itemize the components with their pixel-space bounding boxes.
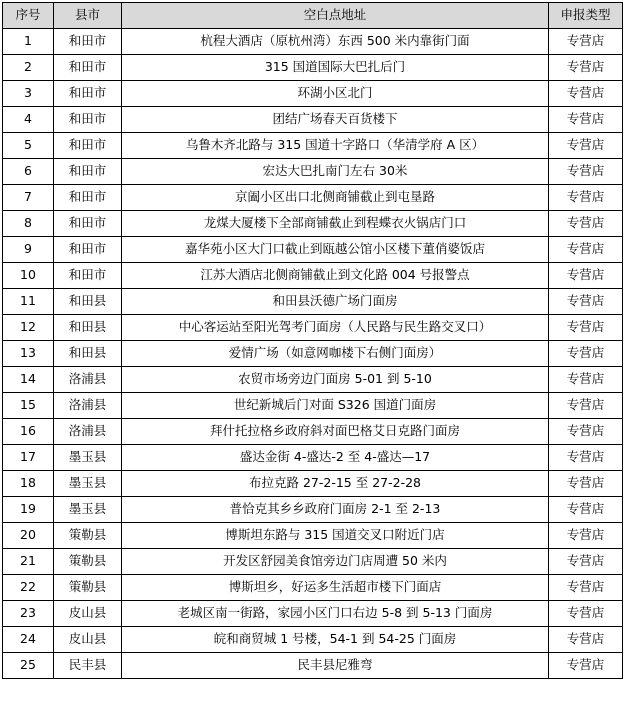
- county-cell: 和田县: [54, 315, 122, 341]
- address-cell: 开发区舒园美食馆旁边门店周遭 50 米内: [122, 549, 549, 575]
- row-number-cell: 25: [3, 653, 54, 679]
- address-cell: 布拉克路 27-2-15 至 27-2-28: [122, 471, 549, 497]
- address-cell: 和田县沃德广场门面房: [122, 289, 549, 315]
- table-row: [3, 185, 623, 211]
- county-cell: 洛浦县: [54, 367, 122, 393]
- row-number-cell: 21: [3, 549, 54, 575]
- type-cell: 专营店: [549, 653, 623, 679]
- table-body: [3, 29, 623, 679]
- address-cell: 拜什托拉格乡政府斜对面巴格艾日克路门面房: [122, 419, 549, 445]
- county-cell: 洛浦县: [54, 419, 122, 445]
- county-cell: 墨玉县: [54, 497, 122, 523]
- table-row: [3, 29, 623, 55]
- county-cell: 和田市: [54, 81, 122, 107]
- type-cell: 专营店: [549, 159, 623, 185]
- table-row: [3, 289, 623, 315]
- row-number-cell: 5: [3, 133, 54, 159]
- county-cell: 墨玉县: [54, 471, 122, 497]
- table-row: [3, 55, 623, 81]
- table-header-row: [3, 3, 623, 29]
- address-cell: 爱情广场（如意网咖楼下右侧门面房）: [122, 341, 549, 367]
- county-cell: 皮山县: [54, 601, 122, 627]
- table-row: [3, 523, 623, 549]
- type-cell: 专营店: [549, 367, 623, 393]
- row-number-cell: 2: [3, 55, 54, 81]
- table-row: [3, 237, 623, 263]
- address-cell: 老城区南一街路，家园小区门口右边 5-8 到 5-13 门面房: [122, 601, 549, 627]
- table-row: [3, 81, 623, 107]
- row-number-cell: 24: [3, 627, 54, 653]
- row-number-cell: 14: [3, 367, 54, 393]
- address-cell: 皖和商贸城 1 号楼，54-1 到 54-25 门面房: [122, 627, 549, 653]
- document-sheet: [2, 2, 622, 679]
- county-cell: 和田市: [54, 29, 122, 55]
- type-cell: 专营店: [549, 185, 623, 211]
- address-cell: 龙煤大厦楼下全部商铺截止到程蝶衣火锅店门口: [122, 211, 549, 237]
- county-cell: 和田市: [54, 237, 122, 263]
- table-row: [3, 601, 623, 627]
- type-cell: 专营店: [549, 211, 623, 237]
- county-cell: 和田县: [54, 289, 122, 315]
- type-cell: 专营店: [549, 29, 623, 55]
- address-cell: 嘉华苑小区大门口截止到瓯越公馆小区楼下董俏婆饭店: [122, 237, 549, 263]
- county-cell: 策勒县: [54, 523, 122, 549]
- county-cell: 和田市: [54, 55, 122, 81]
- type-cell: 专营店: [549, 419, 623, 445]
- header-address: 空白点地址: [122, 3, 549, 29]
- county-cell: 和田市: [54, 263, 122, 289]
- county-cell: 皮山县: [54, 627, 122, 653]
- table-row: [3, 133, 623, 159]
- row-number-cell: 20: [3, 523, 54, 549]
- row-number-cell: 12: [3, 315, 54, 341]
- table-row: [3, 393, 623, 419]
- table-row: [3, 419, 623, 445]
- county-cell: 和田县: [54, 341, 122, 367]
- type-cell: 专营店: [549, 263, 623, 289]
- row-number-cell: 17: [3, 445, 54, 471]
- row-number-cell: 9: [3, 237, 54, 263]
- county-cell: 和田市: [54, 133, 122, 159]
- row-number-cell: 4: [3, 107, 54, 133]
- row-number-cell: 10: [3, 263, 54, 289]
- row-number-cell: 8: [3, 211, 54, 237]
- header-county: 县市: [54, 3, 122, 29]
- table-row: [3, 341, 623, 367]
- type-cell: 专营店: [549, 107, 623, 133]
- row-number-cell: 6: [3, 159, 54, 185]
- type-cell: 专营店: [549, 133, 623, 159]
- row-number-cell: 7: [3, 185, 54, 211]
- table-row: [3, 367, 623, 393]
- type-cell: 专营店: [549, 81, 623, 107]
- address-cell: 世纪新城后门对面 S326 国道门面房: [122, 393, 549, 419]
- address-cell: 博斯坦东路与 315 国道交叉口附近门店: [122, 523, 549, 549]
- county-cell: 洛浦县: [54, 393, 122, 419]
- address-cell: 团结广场春天百货楼下: [122, 107, 549, 133]
- table-row: [3, 263, 623, 289]
- county-cell: 策勒县: [54, 549, 122, 575]
- address-cell: 环湖小区北门: [122, 81, 549, 107]
- row-number-cell: 11: [3, 289, 54, 315]
- county-cell: 和田市: [54, 185, 122, 211]
- table-row: [3, 107, 623, 133]
- address-cell: 民丰县尼雅弯: [122, 653, 549, 679]
- row-number-cell: 19: [3, 497, 54, 523]
- type-cell: 专营店: [549, 393, 623, 419]
- row-number-cell: 13: [3, 341, 54, 367]
- row-number-cell: 15: [3, 393, 54, 419]
- type-cell: 专营店: [549, 289, 623, 315]
- header-type: 申报类型: [549, 3, 623, 29]
- type-cell: 专营店: [549, 601, 623, 627]
- row-number-cell: 23: [3, 601, 54, 627]
- table-row: [3, 315, 623, 341]
- address-cell: 盛达金街 4-盛达-2 至 4-盛达—17: [122, 445, 549, 471]
- address-cell: 乌鲁木齐北路与 315 国道十字路口（华清学府 A 区）: [122, 133, 549, 159]
- row-number-cell: 3: [3, 81, 54, 107]
- table-row: [3, 653, 623, 679]
- table-row: [3, 211, 623, 237]
- county-cell: 民丰县: [54, 653, 122, 679]
- address-cell: 杭程大酒店（原杭州湾）东西 500 米内靠街门面: [122, 29, 549, 55]
- address-cell: 京阖小区出口北侧商铺截止到屯垦路: [122, 185, 549, 211]
- address-cell: 普恰克其乡乡政府门面房 2-1 至 2-13: [122, 497, 549, 523]
- table-row: [3, 575, 623, 601]
- blank-spot-table: [2, 2, 623, 679]
- row-number-cell: 1: [3, 29, 54, 55]
- table-row: [3, 627, 623, 653]
- table-row: [3, 445, 623, 471]
- row-number-cell: 18: [3, 471, 54, 497]
- table-row: [3, 497, 623, 523]
- header-no: 序号: [3, 3, 54, 29]
- type-cell: 专营店: [549, 341, 623, 367]
- type-cell: 专营店: [549, 575, 623, 601]
- row-number-cell: 22: [3, 575, 54, 601]
- county-cell: 和田市: [54, 107, 122, 133]
- type-cell: 专营店: [549, 627, 623, 653]
- address-cell: 中心客运站至阳光驾考门面房（人民路与民生路交叉口）: [122, 315, 549, 341]
- row-number-cell: 16: [3, 419, 54, 445]
- type-cell: 专营店: [549, 497, 623, 523]
- type-cell: 专营店: [549, 523, 623, 549]
- type-cell: 专营店: [549, 471, 623, 497]
- type-cell: 专营店: [549, 315, 623, 341]
- county-cell: 和田市: [54, 211, 122, 237]
- county-cell: 墨玉县: [54, 445, 122, 471]
- table-row: [3, 471, 623, 497]
- table-row: [3, 159, 623, 185]
- address-cell: 宏达大巴扎南门左右 30米: [122, 159, 549, 185]
- address-cell: 农贸市场旁边门面房 5-01 到 5-10: [122, 367, 549, 393]
- type-cell: 专营店: [549, 445, 623, 471]
- address-cell: 江苏大酒店北侧商铺截止到文化路 004 号报警点: [122, 263, 549, 289]
- address-cell: 315 国道国际大巴扎后门: [122, 55, 549, 81]
- type-cell: 专营店: [549, 55, 623, 81]
- table-row: [3, 549, 623, 575]
- county-cell: 策勒县: [54, 575, 122, 601]
- type-cell: 专营店: [549, 237, 623, 263]
- address-cell: 博斯坦乡，好运多生活超市楼下门面店: [122, 575, 549, 601]
- county-cell: 和田市: [54, 159, 122, 185]
- type-cell: 专营店: [549, 549, 623, 575]
